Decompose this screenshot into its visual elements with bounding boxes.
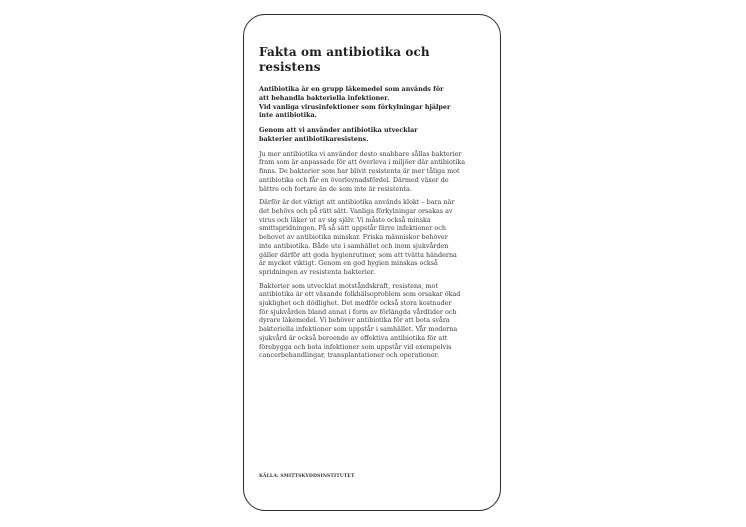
body-line: fram som är anpassade för att överleva i miljöer där antibiotika	[259, 158, 466, 167]
body-line: antibiotika är ett växande folkhälsoproblem som orsakar ökad	[259, 290, 461, 299]
source-credit: KÄLLA: SMITTSKYDDSINSTITUTET	[259, 474, 355, 479]
lead-line: inte antibiotika.	[259, 111, 317, 120]
lead-paragraph-2	[259, 126, 491, 144]
body-paragraph-3	[259, 282, 491, 360]
body-line: virus och läker ut av sig själv. Vi måste också minska	[259, 215, 431, 224]
body-line: spridningen av resistenta bakterier.	[259, 267, 376, 276]
body-paragraph-2	[259, 198, 491, 276]
lead-line: Vid vanliga virusinfektioner som förkylningar hjälper	[259, 102, 451, 111]
body-paragraph-1	[259, 150, 491, 194]
body-line: är mycket viktigt. Genom en god hygien minskas också	[259, 259, 438, 268]
body-line: finns. De bakterier som har blivit resistenta är mer tåliga mot	[259, 167, 460, 176]
lead-line: bakterier antibiotikaresistens.	[259, 134, 369, 143]
lead-line: Antibiotika är en grupp läkemedel som används för	[259, 85, 444, 93]
body-line: Ju mer antibiotika vi använder desto snabbare sållas bakterier	[259, 149, 462, 158]
body-line: inte antibiotika. Både ute i samhället och inom sjukvården	[259, 241, 449, 250]
body-line: gäller därför att goda hygienrutiner, som att tvätta händerna	[259, 250, 457, 259]
body-line: det behövs och på rätt sätt. Vanliga förkylningar orsakas av	[259, 207, 453, 215]
body-line: cancerbehandlingar, transplantationer och operationer.	[259, 351, 440, 360]
body-line: antibiotika och får en överlevnadsfördel. Därmed växer de	[259, 175, 449, 184]
body-line: behovet av antibiotika minskar. Friska människor behöver	[259, 233, 448, 242]
lead-line: att behandla bakteriella infektioner.	[259, 93, 390, 102]
body-line: bättre och fortare än de som inte är resistenta.	[259, 184, 412, 193]
body-line: Därför är det viktigt att antibiotika används klokt – bara när	[259, 198, 455, 207]
body-line: sjuklighet och dödlighet. Det medför också stora kostnader	[259, 299, 452, 308]
body-line: smittspridningen. På så sätt uppstår färre infektioner och	[259, 224, 446, 233]
body-line: bakteriella infektioner som uppstår i samhället. Vår moderna	[259, 325, 458, 334]
fact-card	[243, 14, 501, 511]
lead-line: Genom att vi använder antibiotika utvecklar	[259, 126, 418, 135]
lead-paragraph-1	[259, 85, 491, 120]
body-line: förebygga och bota infektioner som uppstår vid exempelvis	[259, 342, 452, 351]
body-line: Bakterier som utvecklat motståndskraft, resistens, mot	[259, 281, 438, 290]
fact-card-content	[259, 45, 491, 365]
article-title: Fakta om antibiotika och resistens	[259, 45, 430, 74]
body-line: sjukvård är också beroende av effektiva antibiotika för att	[259, 333, 448, 342]
body-line: dyrare läkemedel. Vi behöver antibiotika för att bota svåra	[259, 316, 450, 325]
body-line: för sjukvården bland annat i form av förlängda vårdtider och	[259, 307, 457, 316]
